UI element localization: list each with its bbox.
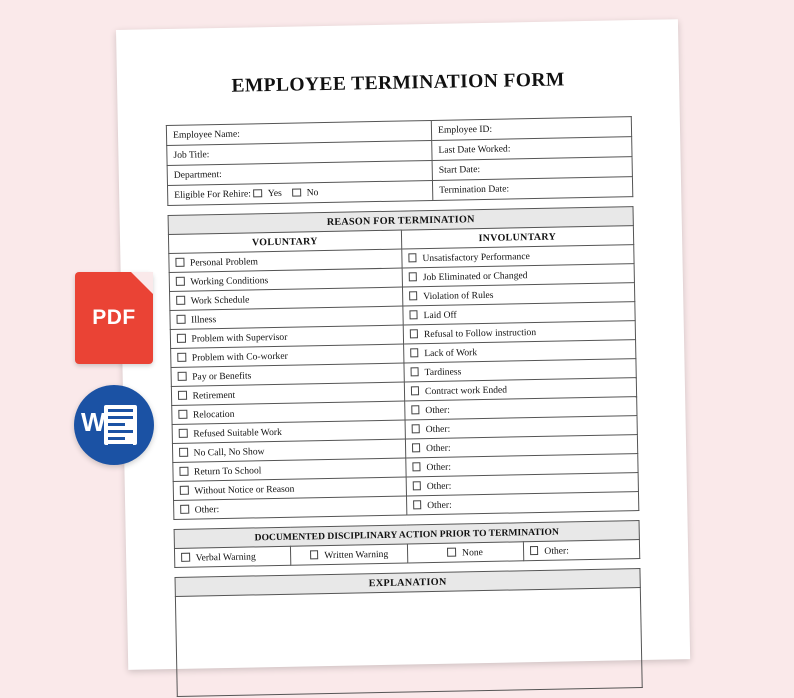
field-last-date-worked[interactable]: Last Date Worked: <box>432 137 632 161</box>
option-label: Laid Off <box>423 309 457 321</box>
word-label: W <box>81 407 106 437</box>
checkbox-icon[interactable] <box>410 348 419 357</box>
option-label: Verbal Warning <box>195 550 256 564</box>
field-employee-name[interactable]: Employee Name: <box>166 120 431 145</box>
pdf-label: PDF <box>92 306 136 329</box>
option-label: Other: <box>426 480 452 492</box>
rehire-yes-label: Yes <box>267 187 282 200</box>
field-department[interactable]: Department: <box>167 160 432 185</box>
checkbox-icon[interactable] <box>411 424 420 433</box>
checkbox-icon[interactable] <box>178 410 187 419</box>
option-label: Without Notice or Reason <box>194 483 295 497</box>
checkbox-icon[interactable] <box>409 310 418 319</box>
eligible-for-rehire-label: Eligible For Rehire: <box>174 188 252 201</box>
option-label: Unsatisfactory Performance <box>422 250 530 264</box>
pdf-icon <box>75 272 153 364</box>
option-other[interactable] <box>523 540 640 561</box>
option-label: Other: <box>425 423 451 435</box>
checkbox-icon[interactable] <box>409 291 418 300</box>
checkbox-icon[interactable] <box>181 553 190 562</box>
option-label: Working Conditions <box>190 274 269 288</box>
page-fold-corner <box>131 272 153 294</box>
option-label: None <box>461 546 483 558</box>
checkbox-icon[interactable] <box>411 443 420 452</box>
checkbox-icon[interactable] <box>408 253 417 262</box>
checkbox-icon[interactable] <box>180 505 189 514</box>
option-none[interactable] <box>407 542 524 563</box>
checkbox-icon[interactable] <box>410 367 419 376</box>
page-title: EMPLOYEE TERMINATION FORM <box>231 69 565 97</box>
checkbox-rehire-yes[interactable] <box>253 189 262 198</box>
option-label: Written Warning <box>324 548 389 561</box>
option-label: Problem with Supervisor <box>191 331 288 345</box>
checkbox-icon[interactable] <box>409 329 418 338</box>
option-label: Other: <box>426 461 452 473</box>
pdf-file-badge <box>75 272 153 364</box>
option-label: Personal Problem <box>189 255 259 269</box>
option-label: Relocation <box>192 408 235 421</box>
document-lines-icon <box>104 405 137 445</box>
field-termination-date[interactable]: Termination Date: <box>432 177 632 201</box>
option-label: Work Schedule <box>190 293 250 307</box>
option-label: Retirement <box>192 389 236 402</box>
explanation-table <box>175 568 643 697</box>
option-label: Illness <box>190 313 217 326</box>
checkbox-icon[interactable] <box>179 429 188 438</box>
checkbox-icon[interactable] <box>176 315 185 324</box>
checkbox-icon[interactable] <box>408 272 417 281</box>
checkbox-rehire-no[interactable] <box>292 188 301 197</box>
checkbox-icon[interactable] <box>310 550 319 559</box>
option-label: Other: <box>544 544 569 557</box>
option-label: Refused Suitable Work <box>193 426 282 440</box>
checkbox-icon[interactable] <box>177 334 186 343</box>
checkbox-icon[interactable] <box>410 386 419 395</box>
column-header-involuntary: INVOLUNTARY <box>401 226 634 249</box>
table-row <box>175 588 642 697</box>
checkbox-icon[interactable] <box>175 258 184 267</box>
option-label: Lack of Work <box>424 346 478 359</box>
option-label: Return To School <box>193 464 262 478</box>
checkbox-icon[interactable] <box>180 486 189 495</box>
option-label: Job Eliminated or Changed <box>422 269 528 283</box>
checkbox-icon[interactable] <box>447 548 456 557</box>
checkbox-icon[interactable] <box>179 467 188 476</box>
checkbox-icon[interactable] <box>413 500 422 509</box>
checkbox-icon[interactable] <box>176 296 185 305</box>
employee-info-table <box>166 116 633 206</box>
checkbox-icon[interactable] <box>178 372 187 381</box>
field-job-title[interactable]: Job Title: <box>167 140 432 165</box>
reason-section-header: REASON FOR TERMINATION <box>168 207 633 235</box>
checkbox-icon[interactable] <box>177 353 186 362</box>
option-label: No Call, No Show <box>193 445 265 459</box>
option-label: Refusal to Follow instruction <box>423 326 537 340</box>
option-label: Other: <box>427 499 452 511</box>
field-employee-id[interactable]: Employee ID: <box>431 117 631 141</box>
explanation-section-header: EXPLANATION <box>175 569 640 597</box>
checkbox-icon[interactable] <box>412 462 421 471</box>
checkbox-icon[interactable] <box>179 448 188 457</box>
option-label: Tardiness <box>424 365 462 378</box>
checkbox-icon[interactable] <box>412 481 421 490</box>
reason-for-termination-table <box>168 206 640 520</box>
disciplinary-section-header: DOCUMENTED DISCIPLINARY ACTION PRIOR TO TERMINATION <box>174 521 639 549</box>
checkbox-icon[interactable] <box>530 546 539 555</box>
checkbox-icon[interactable] <box>178 391 187 400</box>
option-label: Other: <box>425 404 450 416</box>
option-label: Other: <box>425 442 451 454</box>
option-label: Pay or Benefits <box>192 369 252 383</box>
checkbox-icon[interactable] <box>411 405 420 414</box>
option-verbal-warning[interactable] <box>174 546 291 567</box>
field-start-date[interactable]: Start Date: <box>432 157 632 181</box>
checkbox-icon[interactable] <box>176 277 185 286</box>
option-written-warning[interactable] <box>291 544 408 565</box>
option-label: Violation of Rules <box>423 289 494 302</box>
column-header-voluntary: VOLUNTARY <box>168 230 401 253</box>
option-label: Problem with Co-worker <box>191 350 288 364</box>
option-label: Contract work Ended <box>424 384 508 397</box>
word-file-badge <box>74 385 154 465</box>
document-sheet <box>116 19 690 670</box>
option-label: Other: <box>194 503 220 516</box>
explanation-input-area[interactable] <box>175 588 642 697</box>
rehire-no-label: No <box>306 187 319 199</box>
word-icon <box>74 385 154 465</box>
